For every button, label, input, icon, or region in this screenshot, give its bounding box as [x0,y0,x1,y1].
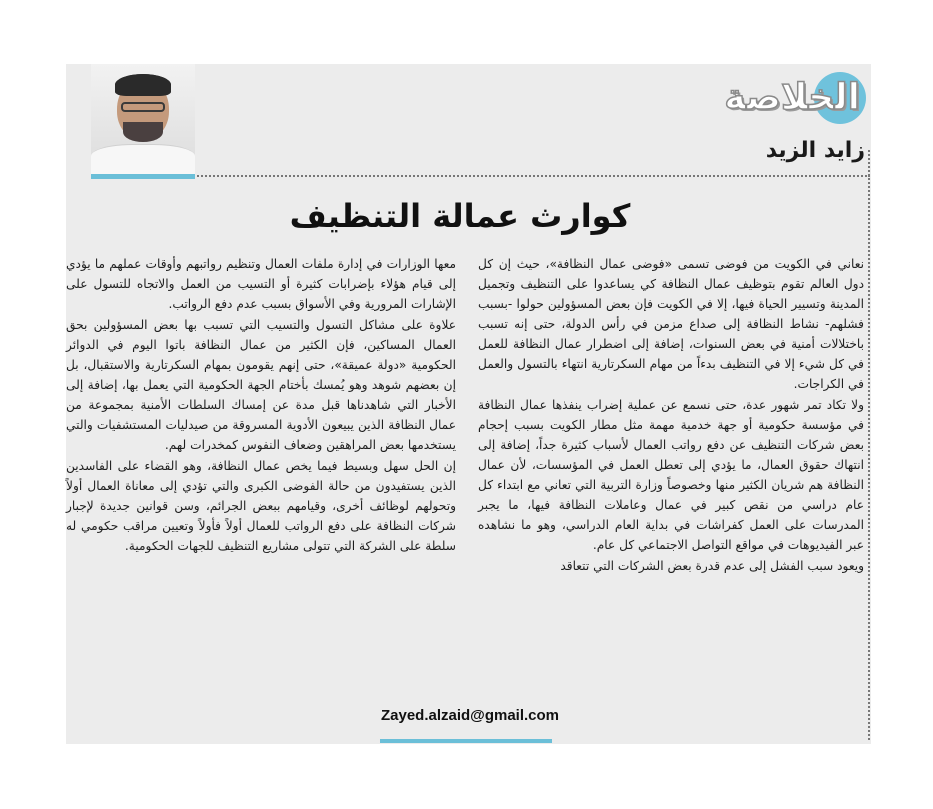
logo-text: الخلاصة [724,77,860,118]
photo-hair-top [115,74,171,96]
photo-beard [123,122,163,142]
article-column-left [66,254,456,557]
paragraph: إن الحل سهل وبسيط فيما يخص عمال النظافة، وهو القضاء على الفاسدين الذين يستفيدون من حالة الفوضى الكبرى والتي تؤدي إلى معاناة العمال أولاً وتحولهم لوظائف أخرى، وقيامهم ببعض الجرائم، وسن قوانين جديدة لإجبار شركات النظافة على دفع الرواتب للعمال أولاً فأولاً وتعيين مراقب حكومي له سلطة على الشركة التي تتولى مشاريع التنظيف للجهات الحكومية. [66,459,456,553]
dotted-border-top [186,175,870,177]
photo-shirt [91,144,195,174]
paragraph: ولا تكاد تمر شهور عدة، حتى نسمع عن عملية إضراب ينفذها عمال النظافة في مؤسسة حكومية أو جهة خدمية مهمة مثل مطار الكويت بسبب إحجام بعض شركات التنظيف عن دفع رواتب العمال لأسباب كثيرة جداً، إضافة إلى انتهاك حقوق العمال، ما يؤدي إلى تعطل العمل في المؤسسات، لأن عمال النظافة هم شريان الكثير منها وخصوصاً وزارة التربية التي تعاني مع ابتداء كل عام دراسي من نقص كبير في عمال وعاملات النظافة فيها، ما يجبر المدرسات على العمل كفراشات في بداية العام الدراسي، وهو ما نشاهده عبر الفيديوهات في مواقع التواصل الاجتماعي كل عام. [478,398,864,552]
author-email[interactable]: Zayed.alzaid@gmail.com [380,707,559,724]
paragraph: ويعود سبب الفشل إلى عدم قدرة بعض الشركات التي تتعاقد [560,559,864,573]
article-column-right [478,254,864,577]
email-accent-bar [380,739,552,743]
dotted-border-right [868,150,870,740]
paragraph: معها الوزارات في إدارة ملفات العمال وتنظيم رواتبهم وأوقات عملهم ما يؤدي إلى قيام هؤلاء بإضرابات كثيرة أو التسيب من العمل والاتجاه للتسول على الإشارات المرورية وفي الأسواق بسبب عدم دفع الرواتب. [66,257,456,311]
author-photo [91,64,195,174]
photo-accent-bar [91,174,195,179]
paragraph: نعاني في الكويت من فوضى تسمى «فوضى عمال النظافة»، حيث إن كل دول العالم تقوم بتوظيف عمال النظافة كي يساعدوا على التنظيف وتجميل المدينة وتسيير الحياة فيها، إلا في الكويت فإن بعض المسؤولين حولوا -بسبب فشلهم- نشاط النظافة إلى صداع مزمن في رأس الدولة، حتى إنه تسبب باختلالات أمنية في بعض السنوات، إضافة إلى اضطرار عمال النظافة للعمل في كل شيء إلا في التنظيف بدءاً من مهام السكرتارية انتهاء بالتسول والعمل في الكراجات. [478,257,864,391]
paragraph: علاوة على مشاكل التسول والتسيب التي تسبب بها بعض المسؤولين بحق العمال المساكين، فإن الكثير من عمال النظافة باتوا اليوم في الدوائر الحكومية «دولة عميقة»، حتى إنهم يقومون بمهام السكرتارية والاستقبال، بل إن بعضهم شوهد وهو يُمسك بأختام الجهة الحكومية التي يعمل بها، إضافة إلى الأخبار التي شاهدناها قبل مدة عن إمساك السلطات الأمنية بمجموعة من عمال النظافة الذين يبيعون الأدوية المسروقة من صيدليات المستشفيات والتي يستخدمها بعض المراهقين وضعاف النفوس كمخدرات لهم. [66,318,456,452]
author-name: زايد الزيد [765,138,865,163]
article-headline: كوارث عمالة التنظيف [289,197,631,235]
photo-glasses [121,102,165,112]
column-logo [716,72,866,124]
